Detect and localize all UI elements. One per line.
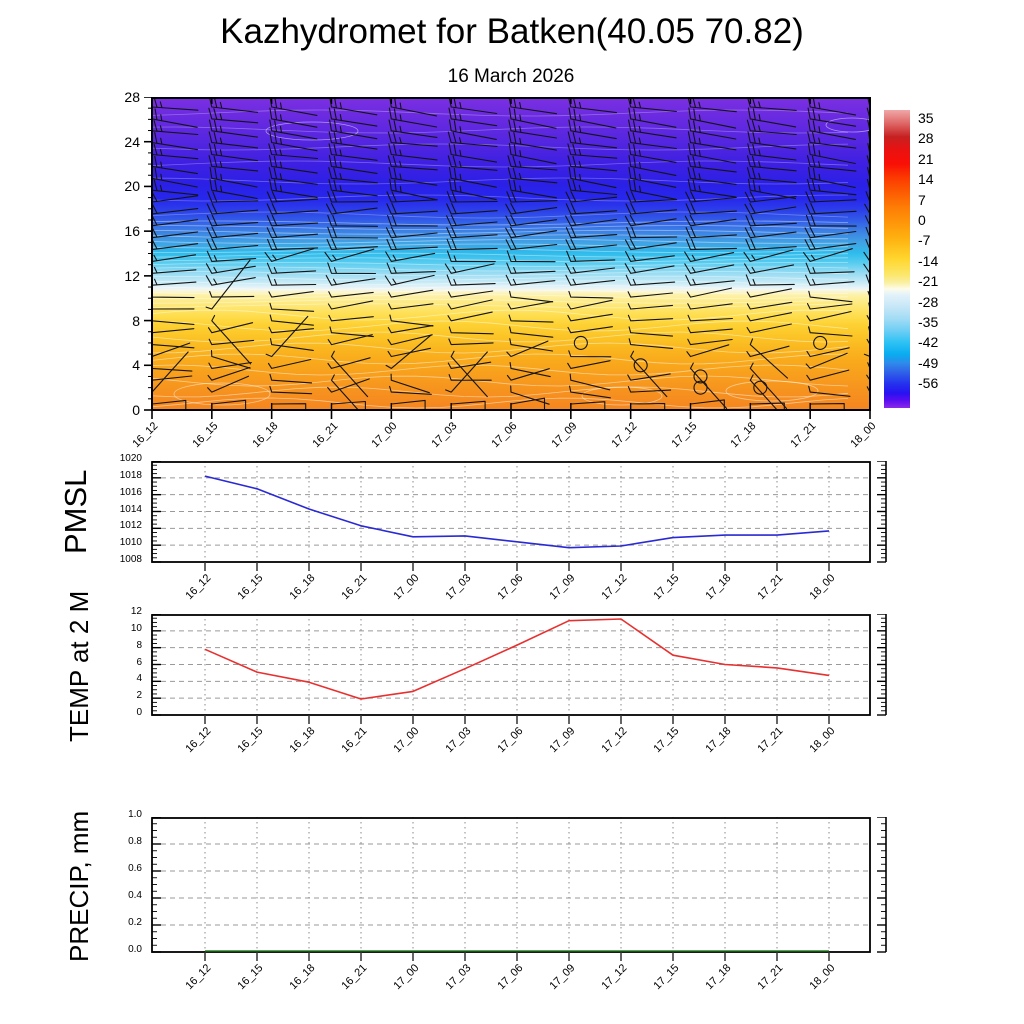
- time-tick-label: 17_06: [495, 572, 526, 603]
- time-tick-label: 17_21: [755, 962, 786, 993]
- time-tick-label: 17_03: [443, 962, 474, 993]
- time-tick-label: 17_18: [728, 420, 759, 451]
- time-tick-label: 17_15: [668, 420, 699, 451]
- colorbar-tick-label: -42: [918, 334, 939, 351]
- time-tick-label: 18_00: [807, 725, 838, 756]
- time-tick-label: 17_06: [495, 725, 526, 756]
- date-subtitle: 16 March 2026: [447, 66, 575, 87]
- colorbar-tick-label: -35: [918, 314, 939, 330]
- time-tick-label: 17_18: [703, 725, 734, 756]
- time-tick-label: 16_12: [183, 962, 214, 993]
- precip-y-label: 0.4: [128, 890, 142, 901]
- sounding-y-label: 24: [124, 133, 140, 150]
- time-tick-label: 17_09: [549, 420, 580, 451]
- time-tick-label: 16_15: [235, 962, 266, 993]
- time-tick-label: 16_21: [309, 420, 340, 451]
- time-tick-label: 16_21: [339, 572, 370, 603]
- time-tick-label: 18_00: [807, 962, 838, 993]
- time-tick-label: 16_18: [287, 962, 318, 993]
- time-tick-label: 17_15: [651, 725, 682, 756]
- time-tick-label: 17_03: [443, 725, 474, 756]
- precip-chart: [142, 817, 912, 974]
- precip-y-label: 1.0: [128, 809, 142, 820]
- time-tick-label: 17_21: [788, 420, 819, 451]
- time-tick-label: 16_21: [339, 962, 370, 993]
- time-tick-label: 17_00: [369, 420, 400, 451]
- colorbar-tick-label: -7: [918, 232, 931, 249]
- temp2m-frame: [152, 615, 870, 715]
- colorbar-tick-label: -21: [918, 273, 939, 290]
- time-tick-label: 17_09: [547, 725, 578, 756]
- time-tick-label: 17_12: [609, 420, 640, 451]
- sounding-y-label: 12: [124, 267, 140, 284]
- time-tick-label: 17_15: [651, 572, 682, 603]
- time-tick-label: 17_12: [599, 572, 630, 603]
- time-tick-label: 17_09: [547, 572, 578, 603]
- precip-y-label: 0.0: [128, 944, 142, 955]
- time-tick-label: 16_15: [235, 725, 266, 756]
- temperature-colorbar: [884, 110, 910, 408]
- precip-y-label: 0.6: [128, 863, 142, 874]
- colorbar-tick-label: 28: [918, 130, 934, 147]
- colorbar-scale: [918, 110, 958, 408]
- time-tick-label: 16_12: [183, 725, 214, 756]
- pmsl-chart: [142, 461, 912, 584]
- precip-svg: [142, 817, 912, 974]
- pmsl-y-label: 1008: [119, 554, 142, 565]
- time-tick-label: 17_00: [391, 725, 422, 756]
- sounding-y-label: 16: [124, 223, 140, 240]
- pmsl-y-label: 1018: [119, 469, 142, 481]
- colorbar-tick-label: 0: [918, 212, 926, 228]
- time-tick-label: 18_00: [807, 572, 838, 603]
- temp-axis-title: TEMP at 2 M: [64, 590, 94, 742]
- time-tick-label: 18_00: [848, 420, 879, 451]
- temp-chart: [142, 614, 912, 737]
- time-tick-label: 17_12: [599, 962, 630, 993]
- time-tick-label: 17_03: [443, 572, 474, 603]
- sounding-y-label: 4: [132, 357, 140, 374]
- pmsl-y-label: 1020: [119, 453, 142, 464]
- time-tick-label: 17_00: [391, 572, 422, 603]
- precip-axis-title: PRECIP, mm: [64, 810, 94, 962]
- time-tick-label: 16_12: [130, 420, 161, 451]
- sounding-y-label: 28: [124, 89, 140, 105]
- temp2m-y-label: 12: [130, 606, 142, 617]
- pmsl-svg: [142, 461, 912, 584]
- pmsl-axis-title: PMSL: [58, 469, 93, 555]
- colorbar-tick-label: 35: [918, 110, 934, 126]
- pmsl-frame: [152, 462, 870, 562]
- colorbar-tick-label: -14: [918, 252, 939, 269]
- sounding-y-label: 8: [132, 312, 140, 329]
- time-tick-label: 17_06: [489, 420, 520, 451]
- time-tick-label: 16_18: [287, 572, 318, 603]
- time-tick-label: 17_00: [391, 962, 422, 993]
- time-tick-label: 17_21: [755, 725, 786, 756]
- precip-y-label: 0.2: [128, 917, 142, 928]
- page-title: Kazhydromet for Batken(40.05 70.82): [220, 12, 804, 51]
- time-tick-label: 17_03: [429, 420, 460, 451]
- time-tick-label: 16_15: [190, 420, 221, 451]
- time-tick-label: 16_15: [235, 572, 266, 603]
- colorbar-tick-label: 21: [918, 150, 934, 167]
- pmsl-y-label: 1014: [119, 503, 142, 515]
- temp2m-y-label: 0: [136, 707, 142, 718]
- time-tick-label: 17_18: [703, 572, 734, 603]
- time-tick-label: 16_18: [287, 725, 318, 756]
- pmsl-y-label: 1016: [119, 486, 142, 498]
- time-tick-label: 17_18: [703, 962, 734, 993]
- time-tick-label: 17_12: [599, 725, 630, 756]
- colorbar-tick-label: -28: [918, 293, 939, 310]
- precip-y-label: 0.8: [128, 836, 142, 847]
- time-tick-label: 17_15: [651, 962, 682, 993]
- time-tick-label: 16_12: [183, 572, 214, 603]
- sounding-y-label: 0: [132, 402, 140, 418]
- pmsl-y-label: 1010: [119, 537, 142, 549]
- temp2m-y-label: 4: [136, 673, 142, 685]
- precip-frame: [152, 818, 870, 952]
- sounding-chart: [142, 97, 912, 432]
- sounding-svg: [142, 97, 912, 432]
- temp2m-y-label: 2: [136, 690, 142, 702]
- colorbar-tick-label: -49: [918, 354, 939, 371]
- pmsl-y-label: 1012: [119, 520, 142, 532]
- temp2m-y-label: 6: [136, 656, 142, 668]
- time-tick-label: 17_21: [755, 572, 786, 603]
- temp2m-y-label: 10: [130, 622, 142, 634]
- colorbar-tick-label: 14: [918, 171, 934, 188]
- time-tick-label: 16_18: [250, 420, 281, 451]
- colorbar-tick-label: -56: [918, 375, 939, 392]
- time-tick-label: 17_06: [495, 962, 526, 993]
- sounding-y-label: 20: [124, 178, 140, 195]
- colorbar-tick-label: 7: [918, 191, 926, 208]
- time-tick-label: 16_21: [339, 725, 370, 756]
- temp2m-y-label: 8: [136, 639, 142, 651]
- time-tick-label: 17_09: [547, 962, 578, 993]
- temp2m-svg: [142, 614, 912, 737]
